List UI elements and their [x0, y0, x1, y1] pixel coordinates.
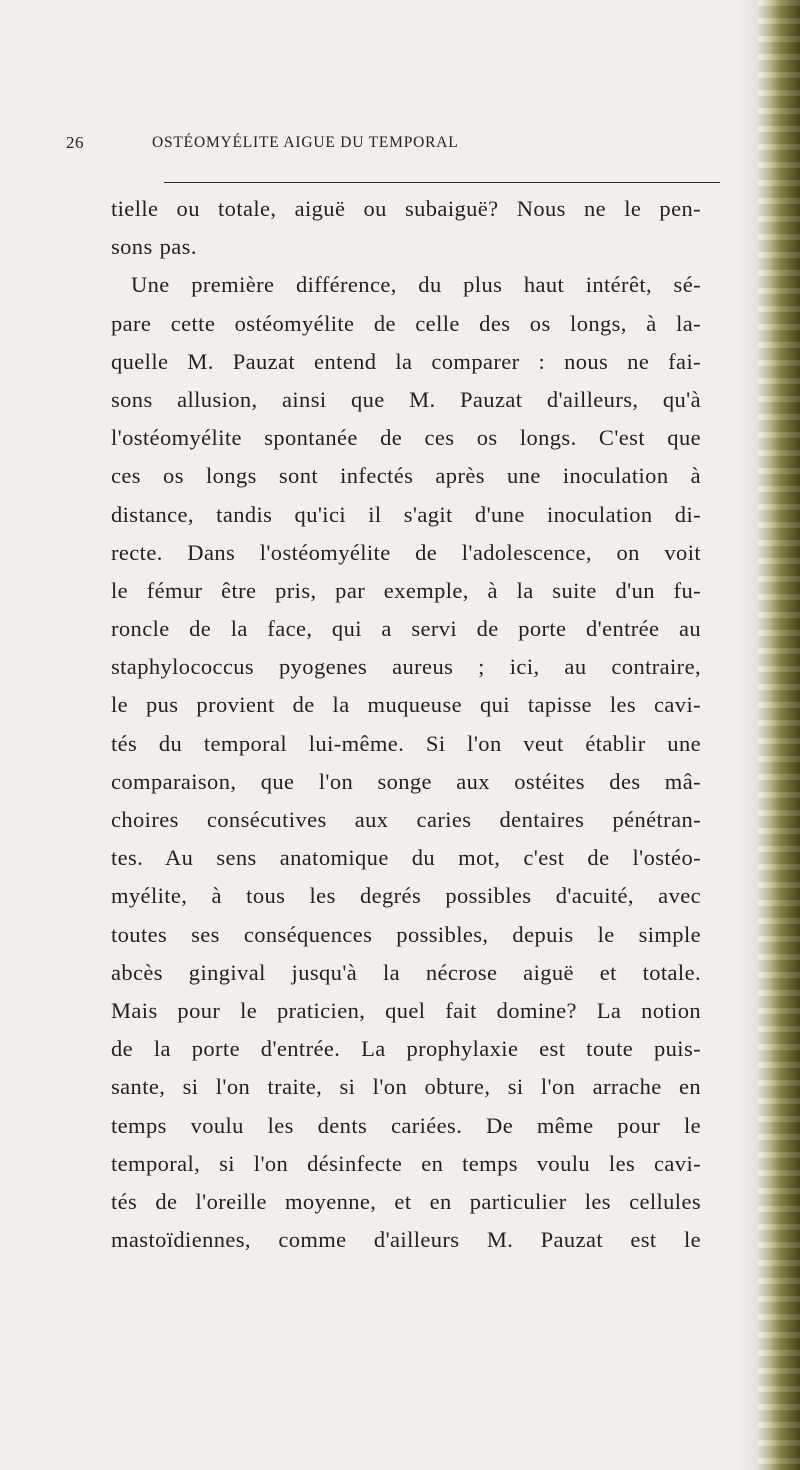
text-line: staphylococcus pyogenes aureus ; ici, au contraire, [111, 654, 701, 680]
text-line: sons allusion, ainsi que M. Pauzat d'ailleurs, qu'à [111, 386, 701, 412]
text-line: choires consécutives aux caries dentaires pénétran- [111, 807, 701, 832]
text-line: sons pas. [111, 234, 197, 260]
binding-shadow [740, 0, 758, 1470]
text-line: tés de l'oreille moyenne, et en particulier les cellules [111, 1188, 701, 1214]
text-line: comparaison, que l'on songe aux ostéites des mâ- [111, 768, 701, 794]
text-line: pare cette ostéomyélite de celle des os longs, à la- [111, 310, 701, 336]
page-header [66, 133, 722, 157]
text-line: Mais pour le praticien, quel fait domine? La notion [111, 997, 701, 1023]
text-line: temporal, si l'on désinfecte en temps voulu les cavi- [111, 1150, 701, 1176]
text-line: distance, tandis qu'ici il s'agit d'une inoculation di- [111, 501, 701, 527]
text-line: myélite, à tous les degrés possibles d'acuité, avec [111, 883, 701, 909]
text-line: de la porte d'entrée. La prophylaxie est toute puis- [111, 1036, 701, 1062]
text-line: recte. Dans l'ostéomyélite de l'adolescence, on voit [111, 539, 701, 565]
text-line: tés du temporal lui-même. Si l'on veut établir une [111, 730, 701, 756]
text-line: ces os longs sont infectés après une inoculation à [111, 463, 701, 489]
text-line: Une première différence, du plus haut intérêt, sé- [131, 272, 701, 298]
page-number: 26 [66, 133, 84, 152]
text-line: temps voulu les dents cariées. De même pour le [111, 1112, 701, 1138]
text-line: tielle ou totale, aiguë ou subaiguë? Nous ne le pen- [111, 196, 701, 221]
text-line: tes. Au sens anatomique du mot, c'est de l'ostéo- [111, 845, 701, 871]
text-line: le pus provient de la muqueuse qui tapisse les cavi- [111, 692, 701, 718]
text-line: quelle M. Pauzat entend la comparer : nous ne fai- [111, 348, 701, 374]
text-line: sante, si l'on traite, si l'on obture, si l'on arrache en [111, 1074, 701, 1100]
text-line: le fémur être pris, par exemple, à la suite d'un fu- [111, 577, 701, 603]
book-binding-edge [758, 0, 800, 1470]
running-head: OSTÉOMYÉLITE AIGUE DU TEMPORAL [152, 134, 459, 151]
text-line: l'ostéomyélite spontanée de ces os longs. C'est que [111, 425, 701, 451]
text-line: abcès gingival jusqu'à la nécrose aiguë et totale. [111, 959, 701, 985]
body-text [111, 190, 701, 1259]
header-rule [164, 182, 720, 183]
text-line: mastoïdiennes, comme d'ailleurs M. Pauzat est le [111, 1227, 701, 1253]
text-line: roncle de la face, qui a servi de porte d'entrée au [111, 616, 701, 642]
text-line: toutes ses conséquences possibles, depuis le simple [111, 921, 701, 947]
